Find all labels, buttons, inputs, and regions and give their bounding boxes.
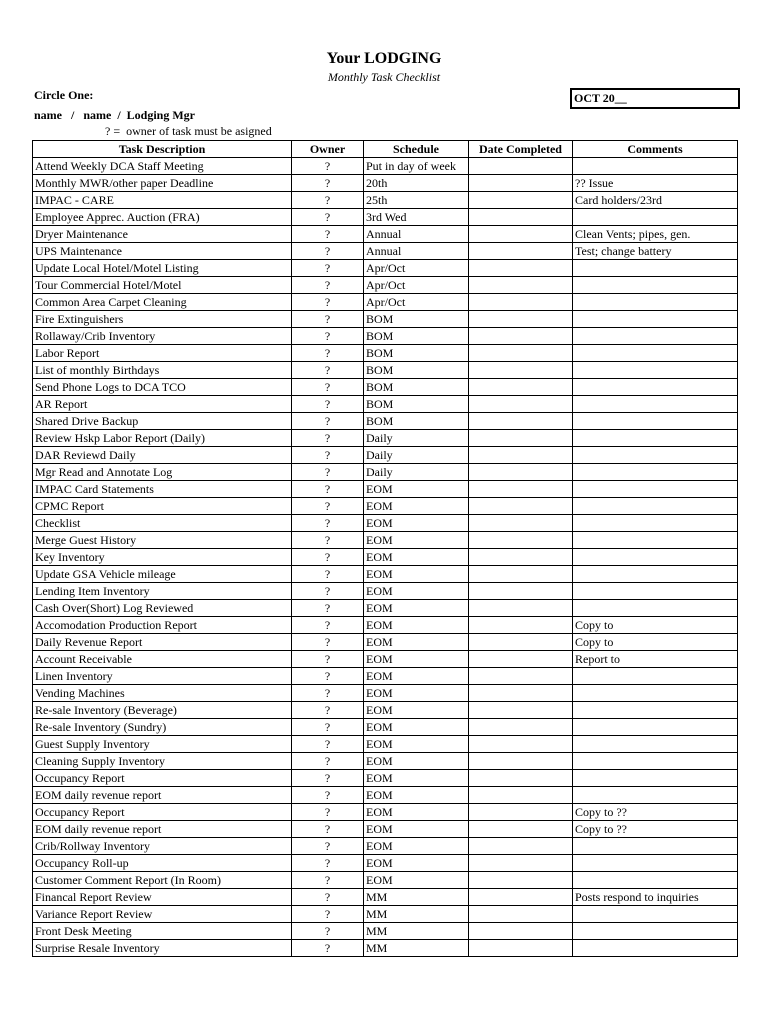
task-cell: CPMC Report <box>33 498 292 515</box>
owner-cell: ? <box>292 413 364 430</box>
schedule-cell: Annual <box>364 226 469 243</box>
task-cell: Cleaning Supply Inventory <box>33 753 292 770</box>
table-row <box>33 736 738 753</box>
table-row <box>33 923 738 940</box>
schedule-cell: BOM <box>364 413 469 430</box>
table-row <box>33 821 738 838</box>
schedule-cell: EOM <box>364 566 469 583</box>
task-cell: Occupancy Report <box>33 804 292 821</box>
task-cell: UPS Maintenance <box>33 243 292 260</box>
table-row <box>33 804 738 821</box>
owner-cell: ? <box>292 617 364 634</box>
schedule-cell: BOM <box>364 311 469 328</box>
table-row <box>33 175 738 192</box>
task-cell: Re-sale Inventory (Beverage) <box>33 702 292 719</box>
owner-cell: ? <box>292 787 364 804</box>
task-cell: Occupancy Roll-up <box>33 855 292 872</box>
schedule-cell: EOM <box>364 668 469 685</box>
task-cell: Merge Guest History <box>33 532 292 549</box>
date-completed-cell[interactable] <box>469 651 573 668</box>
date-completed-cell[interactable] <box>469 600 573 617</box>
schedule-cell: EOM <box>364 736 469 753</box>
task-cell: Employee Apprec. Auction (FRA) <box>33 209 292 226</box>
table-row <box>33 872 738 889</box>
schedule-cell: Apr/Oct <box>364 277 469 294</box>
comments-cell <box>573 753 738 770</box>
table-row <box>33 430 738 447</box>
comments-cell <box>573 209 738 226</box>
comments-cell <box>573 719 738 736</box>
date-completed-cell[interactable] <box>469 838 573 855</box>
schedule-cell: EOM <box>364 617 469 634</box>
task-cell: EOM daily revenue report <box>33 821 292 838</box>
column-header-task: Task Description <box>33 141 292 158</box>
table-row <box>33 600 738 617</box>
owner-cell: ? <box>292 804 364 821</box>
owner-cell: ? <box>292 549 364 566</box>
task-cell: Review Hskp Labor Report (Daily) <box>33 430 292 447</box>
date-completed-cell[interactable] <box>469 906 573 923</box>
owner-cell: ? <box>292 821 364 838</box>
comments-cell: Card holders/23rd <box>573 192 738 209</box>
task-cell: Fire Extinguishers <box>33 311 292 328</box>
comments-cell <box>573 481 738 498</box>
date-completed-cell[interactable] <box>469 702 573 719</box>
owner-cell: ? <box>292 277 364 294</box>
task-cell: Labor Report <box>33 345 292 362</box>
table-row <box>33 855 738 872</box>
comments-cell: Posts respond to inquiries <box>573 889 738 906</box>
date-completed-cell[interactable] <box>469 821 573 838</box>
task-cell: Rollaway/Crib Inventory <box>33 328 292 345</box>
comments-cell: Copy to ?? <box>573 821 738 838</box>
comments-cell <box>573 702 738 719</box>
owner-cell: ? <box>292 668 364 685</box>
comments-cell <box>573 583 738 600</box>
owner-cell: ? <box>292 498 364 515</box>
schedule-cell: EOM <box>364 838 469 855</box>
date-completed-cell[interactable] <box>469 464 573 481</box>
date-completed-cell[interactable] <box>469 855 573 872</box>
schedule-cell: BOM <box>364 345 469 362</box>
schedule-cell: 25th <box>364 192 469 209</box>
table-row <box>33 566 738 583</box>
date-completed-cell[interactable] <box>469 294 573 311</box>
date-completed-cell[interactable] <box>469 498 573 515</box>
task-table-body <box>33 158 738 957</box>
table-row <box>33 243 738 260</box>
comments-cell <box>573 498 738 515</box>
comments-cell <box>573 396 738 413</box>
task-cell: Common Area Carpet Cleaning <box>33 294 292 311</box>
date-completed-cell[interactable] <box>469 668 573 685</box>
task-cell: List of monthly Birthdays <box>33 362 292 379</box>
owner-cell: ? <box>292 719 364 736</box>
date-completed-cell[interactable] <box>469 617 573 634</box>
comments-cell <box>573 787 738 804</box>
column-header-schedule: Schedule <box>364 141 469 158</box>
table-row <box>33 532 738 549</box>
task-cell: EOM daily revenue report <box>33 787 292 804</box>
comments-cell <box>573 600 738 617</box>
task-cell: Vending Machines <box>33 685 292 702</box>
owner-cell: ? <box>292 583 364 600</box>
table-row <box>33 940 738 957</box>
date-completed-cell[interactable] <box>469 940 573 957</box>
table-row <box>33 226 738 243</box>
circle-one-label: Circle One: <box>34 88 94 102</box>
comments-cell <box>573 413 738 430</box>
schedule-cell: EOM <box>364 600 469 617</box>
schedule-cell: EOM <box>364 549 469 566</box>
task-cell: Front Desk Meeting <box>33 923 292 940</box>
page-subtitle: Monthly Task Checklist <box>327 70 441 84</box>
date-completed-cell[interactable] <box>469 634 573 651</box>
schedule-cell: Daily <box>364 464 469 481</box>
task-cell: Daily Revenue Report <box>33 634 292 651</box>
task-cell: Variance Report Review <box>33 906 292 923</box>
schedule-cell: EOM <box>364 804 469 821</box>
schedule-cell: EOM <box>364 532 469 549</box>
owner-cell: ? <box>292 260 364 277</box>
owner-cell: ? <box>292 311 364 328</box>
schedule-cell: EOM <box>364 515 469 532</box>
comments-cell <box>573 906 738 923</box>
column-header-owner: Owner <box>292 141 364 158</box>
table-row <box>33 260 738 277</box>
date-completed-cell[interactable] <box>469 889 573 906</box>
task-cell: Lending Item Inventory <box>33 583 292 600</box>
owner-cell: ? <box>292 600 364 617</box>
date-completed-cell[interactable] <box>469 804 573 821</box>
task-cell: Surprise Resale Inventory <box>33 940 292 957</box>
page-title: Your LODGING <box>326 50 442 67</box>
table-header-row <box>33 141 738 158</box>
owner-cell: ? <box>292 855 364 872</box>
date-completed-cell[interactable] <box>469 158 573 175</box>
schedule-cell: EOM <box>364 685 469 702</box>
date-completed-cell[interactable] <box>469 719 573 736</box>
comments-cell: Copy to <box>573 634 738 651</box>
owner-cell: ? <box>292 328 364 345</box>
owner-cell: ? <box>292 566 364 583</box>
table-row <box>33 464 738 481</box>
owner-cell: ? <box>292 243 364 260</box>
schedule-cell: BOM <box>364 328 469 345</box>
date-completed-cell[interactable] <box>469 515 573 532</box>
task-cell: Monthly MWR/other paper Deadline <box>33 175 292 192</box>
comments-cell <box>573 515 738 532</box>
schedule-cell: Daily <box>364 430 469 447</box>
comments-cell: ?? Issue <box>573 175 738 192</box>
date-completed-cell[interactable] <box>469 787 573 804</box>
date-completed-cell[interactable] <box>469 447 573 464</box>
table-row <box>33 617 738 634</box>
table-row <box>33 753 738 770</box>
comments-cell <box>573 838 738 855</box>
date-completed-cell[interactable] <box>469 362 573 379</box>
schedule-cell: Apr/Oct <box>364 294 469 311</box>
column-header-date-completed: Date Completed <box>469 141 573 158</box>
schedule-cell: 3rd Wed <box>364 209 469 226</box>
date-completed-cell[interactable] <box>469 345 573 362</box>
date-completed-cell[interactable] <box>469 192 573 209</box>
owner-note: ? = owner of task must be asigned <box>105 124 272 138</box>
owner-cell: ? <box>292 294 364 311</box>
task-cell: Occupancy Report <box>33 770 292 787</box>
owner-cell: ? <box>292 175 364 192</box>
table-row <box>33 702 738 719</box>
date-completed-cell[interactable] <box>469 549 573 566</box>
task-checklist-table <box>32 140 738 957</box>
owner-cell: ? <box>292 906 364 923</box>
task-cell: IMPAC - CARE <box>33 192 292 209</box>
date-completed-cell[interactable] <box>469 379 573 396</box>
task-cell: Crib/Rollway Inventory <box>33 838 292 855</box>
task-cell: Send Phone Logs to DCA TCO <box>33 379 292 396</box>
column-header-comments: Comments <box>573 141 738 158</box>
owner-cell: ? <box>292 464 364 481</box>
date-completed-cell[interactable] <box>469 328 573 345</box>
date-completed-cell[interactable] <box>469 770 573 787</box>
comments-cell <box>573 362 738 379</box>
date-completed-cell[interactable] <box>469 566 573 583</box>
schedule-cell: MM <box>364 906 469 923</box>
schedule-cell: EOM <box>364 702 469 719</box>
task-cell: IMPAC Card Statements <box>33 481 292 498</box>
task-cell: Financal Report Review <box>33 889 292 906</box>
owner-cell: ? <box>292 345 364 362</box>
table-row <box>33 362 738 379</box>
schedule-cell: EOM <box>364 855 469 872</box>
table-row <box>33 906 738 923</box>
owner-cell: ? <box>292 736 364 753</box>
owner-cell: ? <box>292 226 364 243</box>
table-row <box>33 634 738 651</box>
owner-cell: ? <box>292 515 364 532</box>
table-row <box>33 209 738 226</box>
table-row <box>33 311 738 328</box>
schedule-cell: MM <box>364 940 469 957</box>
date-completed-cell[interactable] <box>469 481 573 498</box>
owner-cell: ? <box>292 753 364 770</box>
table-row <box>33 396 738 413</box>
comments-cell <box>573 855 738 872</box>
task-cell: Shared Drive Backup <box>33 413 292 430</box>
task-cell: Key Inventory <box>33 549 292 566</box>
comments-cell: Copy to ?? <box>573 804 738 821</box>
schedule-cell: BOM <box>364 396 469 413</box>
comments-cell <box>573 311 738 328</box>
table-row <box>33 838 738 855</box>
table-row <box>33 345 738 362</box>
schedule-cell: BOM <box>364 379 469 396</box>
task-cell: Customer Comment Report (In Room) <box>33 872 292 889</box>
comments-cell <box>573 464 738 481</box>
schedule-cell: EOM <box>364 634 469 651</box>
table-row <box>33 192 738 209</box>
owner-cell: ? <box>292 192 364 209</box>
owner-cell: ? <box>292 651 364 668</box>
schedule-cell: EOM <box>364 770 469 787</box>
task-cell: Re-sale Inventory (Sundry) <box>33 719 292 736</box>
date-completed-cell[interactable] <box>469 736 573 753</box>
owner-cell: ? <box>292 430 364 447</box>
comments-cell <box>573 277 738 294</box>
task-cell: Linen Inventory <box>33 668 292 685</box>
date-completed-cell[interactable] <box>469 175 573 192</box>
comments-cell <box>573 294 738 311</box>
date-completed-cell[interactable] <box>469 923 573 940</box>
comments-cell: Copy to <box>573 617 738 634</box>
comments-cell <box>573 345 738 362</box>
owner-cell: ? <box>292 872 364 889</box>
table-row <box>33 379 738 396</box>
comments-cell <box>573 447 738 464</box>
table-row <box>33 787 738 804</box>
owner-cell: ? <box>292 379 364 396</box>
table-row <box>33 889 738 906</box>
schedule-cell: Daily <box>364 447 469 464</box>
table-row <box>33 685 738 702</box>
date-completed-cell[interactable] <box>469 532 573 549</box>
schedule-cell: Put in day of week <box>364 158 469 175</box>
schedule-cell: EOM <box>364 787 469 804</box>
table-row <box>33 549 738 566</box>
comments-cell <box>573 532 738 549</box>
task-cell: Attend Weekly DCA Staff Meeting <box>33 158 292 175</box>
date-completed-cell[interactable] <box>469 583 573 600</box>
date-completed-cell[interactable] <box>469 209 573 226</box>
comments-cell <box>573 685 738 702</box>
comments-cell <box>573 668 738 685</box>
table-row <box>33 770 738 787</box>
date-completed-cell[interactable] <box>469 311 573 328</box>
task-cell: Dryer Maintenance <box>33 226 292 243</box>
task-cell: AR Report <box>33 396 292 413</box>
table-row <box>33 651 738 668</box>
comments-cell: Test; change battery <box>573 243 738 260</box>
comments-cell <box>573 549 738 566</box>
date-completed-cell[interactable] <box>469 243 573 260</box>
date-completed-cell[interactable] <box>469 277 573 294</box>
date-completed-cell[interactable] <box>469 396 573 413</box>
comments-cell: Report to <box>573 651 738 668</box>
task-cell: Checklist <box>33 515 292 532</box>
owner-cell: ? <box>292 702 364 719</box>
task-cell: Account Receivable <box>33 651 292 668</box>
comments-cell: Clean Vents; pipes, gen. <box>573 226 738 243</box>
comments-cell <box>573 940 738 957</box>
schedule-cell: EOM <box>364 872 469 889</box>
schedule-cell: 20th <box>364 175 469 192</box>
task-cell: DAR Reviewd Daily <box>33 447 292 464</box>
owner-cell: ? <box>292 209 364 226</box>
schedule-cell: Apr/Oct <box>364 260 469 277</box>
table-row <box>33 158 738 175</box>
table-row <box>33 413 738 430</box>
schedule-cell: MM <box>364 889 469 906</box>
owner-cell: ? <box>292 158 364 175</box>
comments-cell <box>573 872 738 889</box>
table-row <box>33 583 738 600</box>
owner-cell: ? <box>292 770 364 787</box>
table-row <box>33 719 738 736</box>
schedule-cell: BOM <box>364 362 469 379</box>
owner-cell: ? <box>292 481 364 498</box>
schedule-cell: EOM <box>364 719 469 736</box>
date-completed-cell[interactable] <box>469 872 573 889</box>
date-completed-cell[interactable] <box>469 430 573 447</box>
task-cell: Cash Over(Short) Log Reviewed <box>33 600 292 617</box>
date-completed-cell[interactable] <box>469 226 573 243</box>
owner-cell: ? <box>292 447 364 464</box>
schedule-cell: Annual <box>364 243 469 260</box>
comments-cell <box>573 736 738 753</box>
schedule-cell: EOM <box>364 481 469 498</box>
table-row <box>33 668 738 685</box>
comments-cell <box>573 379 738 396</box>
schedule-cell: MM <box>364 923 469 940</box>
owner-cell: ? <box>292 940 364 957</box>
comments-cell <box>573 260 738 277</box>
task-cell: Update GSA Vehicle mileage <box>33 566 292 583</box>
table-row <box>33 447 738 464</box>
table-row <box>33 515 738 532</box>
owner-cell: ? <box>292 532 364 549</box>
owner-cell: ? <box>292 923 364 940</box>
table-row <box>33 498 738 515</box>
month-year-field[interactable]: OCT 20__ <box>570 88 740 109</box>
comments-cell <box>573 770 738 787</box>
owner-name-options: name / name / Lodging Mgr <box>34 108 195 122</box>
owner-cell: ? <box>292 889 364 906</box>
task-cell: Accomodation Production Report <box>33 617 292 634</box>
owner-cell: ? <box>292 362 364 379</box>
schedule-cell: EOM <box>364 498 469 515</box>
comments-cell <box>573 566 738 583</box>
comments-cell <box>573 328 738 345</box>
task-cell: Guest Supply Inventory <box>33 736 292 753</box>
schedule-cell: EOM <box>364 583 469 600</box>
task-cell: Tour Commercial Hotel/Motel <box>33 277 292 294</box>
date-completed-cell[interactable] <box>469 753 573 770</box>
owner-cell: ? <box>292 634 364 651</box>
table-row <box>33 277 738 294</box>
date-completed-cell[interactable] <box>469 260 573 277</box>
date-completed-cell[interactable] <box>469 413 573 430</box>
comments-cell <box>573 430 738 447</box>
table-row <box>33 481 738 498</box>
schedule-cell: EOM <box>364 651 469 668</box>
owner-cell: ? <box>292 685 364 702</box>
comments-cell <box>573 923 738 940</box>
task-cell: Update Local Hotel/Motel Listing <box>33 260 292 277</box>
date-completed-cell[interactable] <box>469 685 573 702</box>
comments-cell <box>573 158 738 175</box>
owner-cell: ? <box>292 396 364 413</box>
schedule-cell: EOM <box>364 753 469 770</box>
table-row <box>33 328 738 345</box>
table-row <box>33 294 738 311</box>
schedule-cell: EOM <box>364 821 469 838</box>
owner-cell: ? <box>292 838 364 855</box>
task-cell: Mgr Read and Annotate Log <box>33 464 292 481</box>
